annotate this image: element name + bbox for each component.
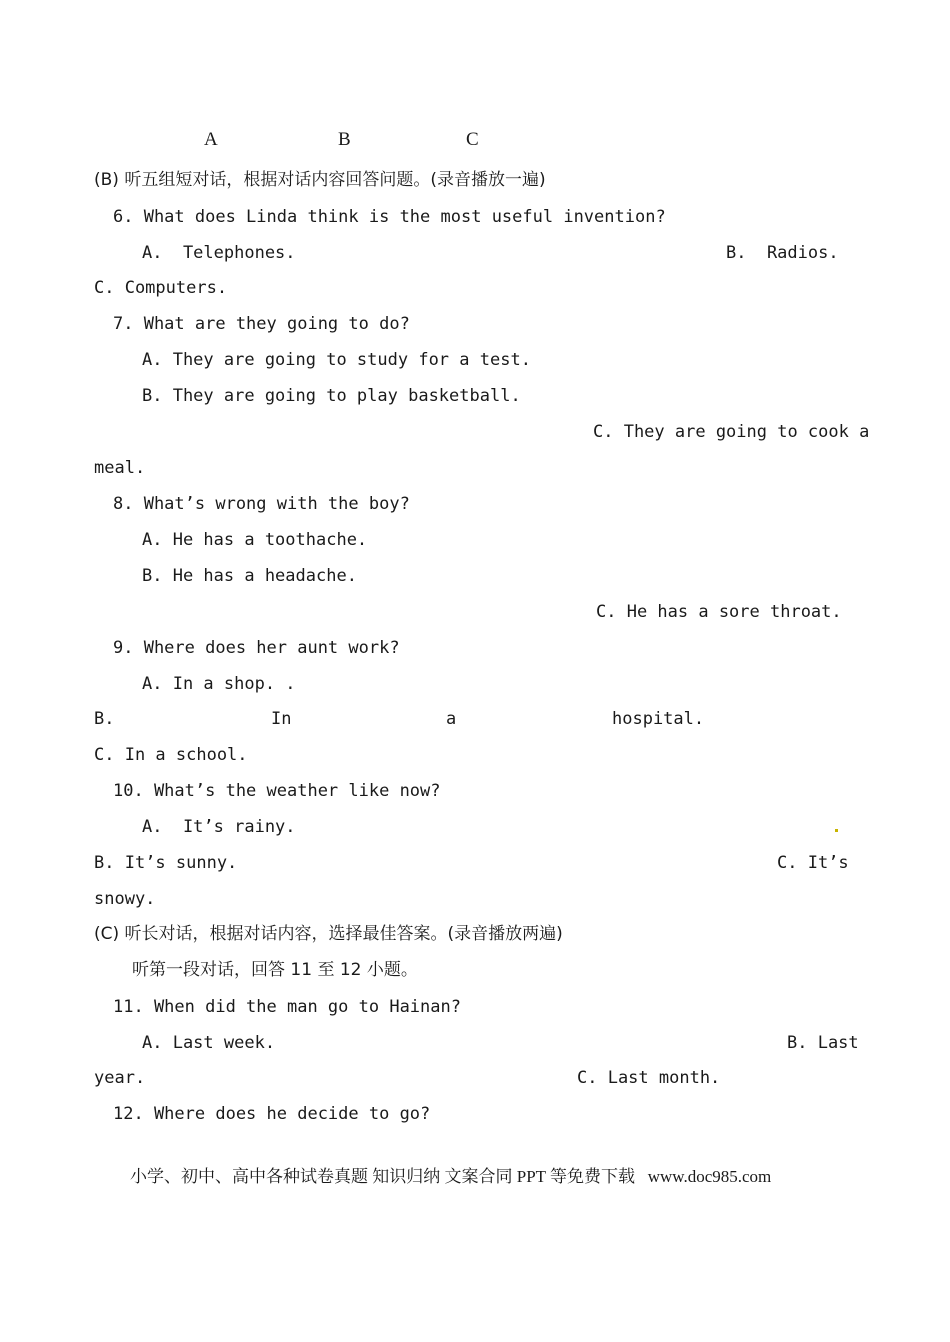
q6-option-b: B. Radios. <box>726 243 839 263</box>
stray-mark <box>835 829 838 832</box>
q9-question: 9. Where does her aunt work? <box>113 638 400 658</box>
q11-question: 11. When did the man go to Hainan? <box>113 997 461 1017</box>
q7-option-b: B. They are going to play basketball. <box>142 386 521 406</box>
q9-option-b-word2: a <box>446 709 457 729</box>
q7-option-c: C. They are going to cook a <box>593 422 870 442</box>
section-c-title: (C) 听长对话，根据对话内容，选择最佳答案。(录音播放两遍) <box>94 924 563 944</box>
q10-option-c-cont: snowy. <box>94 889 156 909</box>
q9-option-b-word1: In <box>271 709 292 729</box>
q8-option-c: C. He has a sore throat. <box>596 602 842 622</box>
choice-label-a: A <box>204 129 218 150</box>
q9-option-b-word3: hospital. <box>612 709 705 729</box>
q9-option-a: A. In a shop. . <box>142 674 296 694</box>
q6-option-c: C. Computers. <box>94 278 228 298</box>
q7-option-a: A. They are going to study for a test. <box>142 350 531 370</box>
q9-option-c: C. In a school. <box>94 745 248 765</box>
q12-question: 12. Where does he decide to go? <box>113 1104 431 1124</box>
choice-label-b: B <box>338 129 351 150</box>
q11-option-a: A. Last week. <box>142 1033 276 1053</box>
q6-option-a: A. Telephones. <box>142 243 296 263</box>
q10-option-a: A. It’s rainy. <box>142 817 296 837</box>
q9-option-b-label: B. <box>94 709 115 729</box>
q10-option-c: C. It’s <box>777 853 849 873</box>
q6-question: 6. What does Linda think is the most useful invention? <box>113 207 666 227</box>
q10-question: 10. What’s the weather like now? <box>113 781 441 801</box>
q8-question: 8. What’s wrong with the boy? <box>113 494 410 514</box>
q7-option-c-cont: meal. <box>94 458 146 478</box>
q8-option-b: B. He has a headache. <box>142 566 357 586</box>
q7-question: 7. What are they going to do? <box>113 314 410 334</box>
section-c-instruction: 听第一段对话，回答 11 至 12 小题。 <box>132 960 418 980</box>
q11-option-b-cont: year. <box>94 1068 146 1088</box>
q8-option-a: A. He has a toothache. <box>142 530 368 550</box>
section-b-title: (B) 听五组短对话，根据对话内容回答问题。(录音播放一遍) <box>94 170 546 190</box>
q11-option-b: B. Last <box>787 1033 859 1053</box>
page-footer: 小学、初中、高中各种试卷真题 知识归纳 文案合同 PPT 等免费下载 www.doc985.com <box>130 1167 772 1186</box>
choice-label-c: C <box>466 129 479 150</box>
q11-option-c: C. Last month. <box>577 1068 721 1088</box>
q10-option-b: B. It’s sunny. <box>94 853 238 873</box>
